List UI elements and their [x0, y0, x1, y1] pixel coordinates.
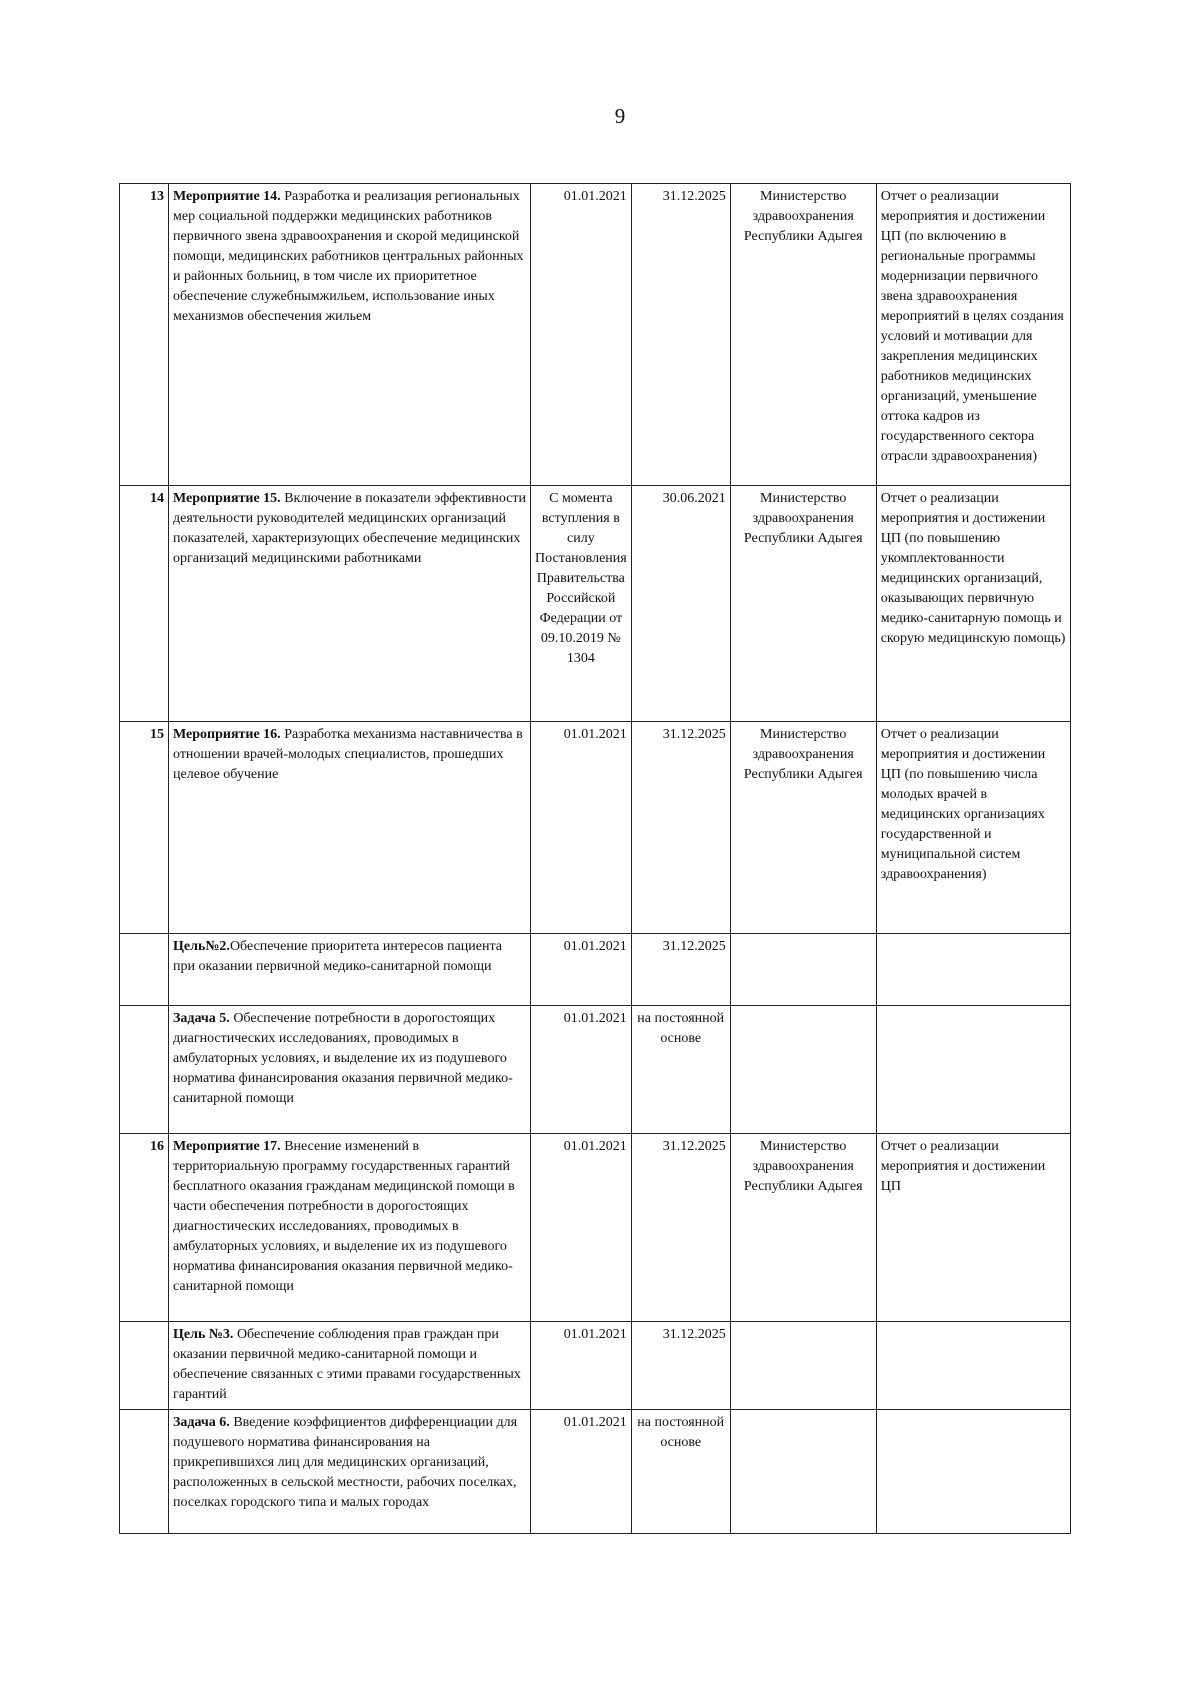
table-row	[120, 1006, 1071, 1134]
executor: Министерство здравоохранения Республики Адыгея	[730, 184, 876, 486]
goal-lead: Цель№2.	[173, 939, 230, 954]
result	[876, 1006, 1070, 1134]
row-number	[120, 1322, 169, 1410]
end-date: 30.06.2021	[631, 486, 730, 722]
start-date: 01.01.2021	[531, 1322, 632, 1410]
row-number	[120, 934, 169, 1006]
table-row	[120, 184, 1071, 486]
start-date: 01.01.2021	[531, 1006, 632, 1134]
activity-text: Внесение изменений в территориальную программу государственных гарантий бесплатного оказания гражданам медицинской помощи в части обеспечения потребности в дорогостоящих диагностических исследованиях, проводимых в амбулаторных условиях, и выделение их из подушевого норматива финансирования оказания первичной медико-санитарной помощи	[173, 1139, 515, 1294]
row-number: 14	[120, 486, 169, 722]
result: Отчет о реализации мероприятия и достижении ЦП (по включению в региональные программы модернизации первичного звена здравоохранения мероприятий в целях создания условий и мотивации для закрепления медицинских работников медицинских организаций, уменьшение оттока кадров из государственного сектора отрасли здравоохранения)	[876, 184, 1070, 486]
start-date: 01.01.2021	[531, 1134, 632, 1322]
end-date: 31.12.2025	[631, 184, 730, 486]
table-row	[120, 1134, 1071, 1322]
table-row	[120, 934, 1071, 1006]
goal-text: Обеспечение соблюдения прав граждан при оказании первичной медико-санитарной помощи и обеспечение связанных с этими правами государственных гарантий	[173, 1327, 521, 1402]
activity-lead: Мероприятие 15.	[173, 491, 281, 506]
result: Отчет о реализации мероприятия и достижении ЦП (по повышению числа молодых врачей в медицинских организациях государственной и муниципальной систем здравоохранения)	[876, 722, 1070, 934]
end-date: 31.12.2025	[631, 1134, 730, 1322]
task-lead: Задача 5.	[173, 1011, 230, 1026]
end-date: 31.12.2025	[631, 722, 730, 934]
row-number: 16	[120, 1134, 169, 1322]
start-date: 01.01.2021	[531, 184, 632, 486]
table-row	[120, 1322, 1071, 1410]
row-number	[120, 1410, 169, 1534]
activity-text: Разработка и реализация региональных мер социальной поддержки медицинских работников первичного звена здравоохранения и скорой медицинской помощи, медицинских работников центральных районных и районных больниц, в том числе их приоритетное обеспечение служебнымжильем, использование иных механизмов обеспечения жильем	[173, 189, 524, 324]
executor	[730, 1322, 876, 1410]
result	[876, 934, 1070, 1006]
task-lead: Задача 6.	[173, 1415, 230, 1430]
end-date: на постоянной основе	[631, 1006, 730, 1134]
executor: Министерство здравоохранения Республики Адыгея	[730, 722, 876, 934]
result	[876, 1410, 1070, 1534]
executor	[730, 1410, 876, 1534]
end-date: 31.12.2025	[631, 1322, 730, 1410]
goal-text: Обеспечение приоритета интересов пациента при оказании первичной медико-санитарной помощи	[173, 939, 502, 974]
goal-name	[169, 934, 531, 1006]
goal-lead: Цель №3.	[173, 1327, 234, 1342]
result	[876, 1322, 1070, 1410]
table-row	[120, 1410, 1071, 1534]
start-date: С момента вступления в силу Постановления Правительства Российской Федерации от 09.10.2019 № 1304	[531, 486, 632, 722]
table-row	[120, 486, 1071, 722]
executor: Министерство здравоохранения Республики Адыгея	[730, 486, 876, 722]
task-text: Введение коэффициентов дифференциации для подушевого норматива финансирования на прикрепившихся лиц для медицинских организаций, расположенных в сельской местности, рабочих поселках, поселках городского типа и малых городах	[173, 1415, 518, 1510]
executor: Министерство здравоохранения Республики Адыгея	[730, 1134, 876, 1322]
start-date: 01.01.2021	[531, 722, 632, 934]
end-date: 31.12.2025	[631, 934, 730, 1006]
row-number	[120, 1006, 169, 1134]
end-date: на постоянной основе	[631, 1410, 730, 1534]
result: Отчет о реализации мероприятия и достижении ЦП	[876, 1134, 1070, 1322]
row-number: 13	[120, 184, 169, 486]
activity-lead: Мероприятие 16.	[173, 727, 281, 742]
task-name	[169, 1006, 531, 1134]
row-number: 15	[120, 722, 169, 934]
activities-table	[119, 183, 1071, 1534]
start-date: 01.01.2021	[531, 934, 632, 1006]
activity-text: Разработка механизма наставничества в отношении врачей-молодых специалистов, прошедших целевое обучение	[173, 727, 523, 782]
result: Отчет о реализации мероприятия и достижении ЦП (по повышению укомплектованности медицинских организаций, оказывающих первичную медико-санитарную помощь и скорую медицинскую помощь)	[876, 486, 1070, 722]
activity-text: Включение в показатели эффективности деятельности руководителей медицинских организаций показателей, характеризующих обеспечение медицинских организаций медицинскими работниками	[173, 491, 526, 566]
activity-name	[169, 1134, 531, 1322]
activity-lead: Мероприятие 14.	[173, 189, 281, 204]
executor	[730, 1006, 876, 1134]
activity-lead: Мероприятие 17.	[173, 1139, 281, 1154]
activity-name	[169, 184, 531, 486]
task-text: Обеспечение потребности в дорогостоящих диагностических исследованиях, проводимых в амбулаторных условиях, и выделение их из подушевого норматива финансирования оказания первичной медико-санитарной помощи	[173, 1011, 513, 1106]
goal-name	[169, 1322, 531, 1410]
executor	[730, 934, 876, 1006]
table-row	[120, 722, 1071, 934]
page-number: 9	[614, 104, 626, 128]
activity-name	[169, 722, 531, 934]
activity-name	[169, 486, 531, 722]
task-name	[169, 1410, 531, 1534]
start-date: 01.01.2021	[531, 1410, 632, 1534]
